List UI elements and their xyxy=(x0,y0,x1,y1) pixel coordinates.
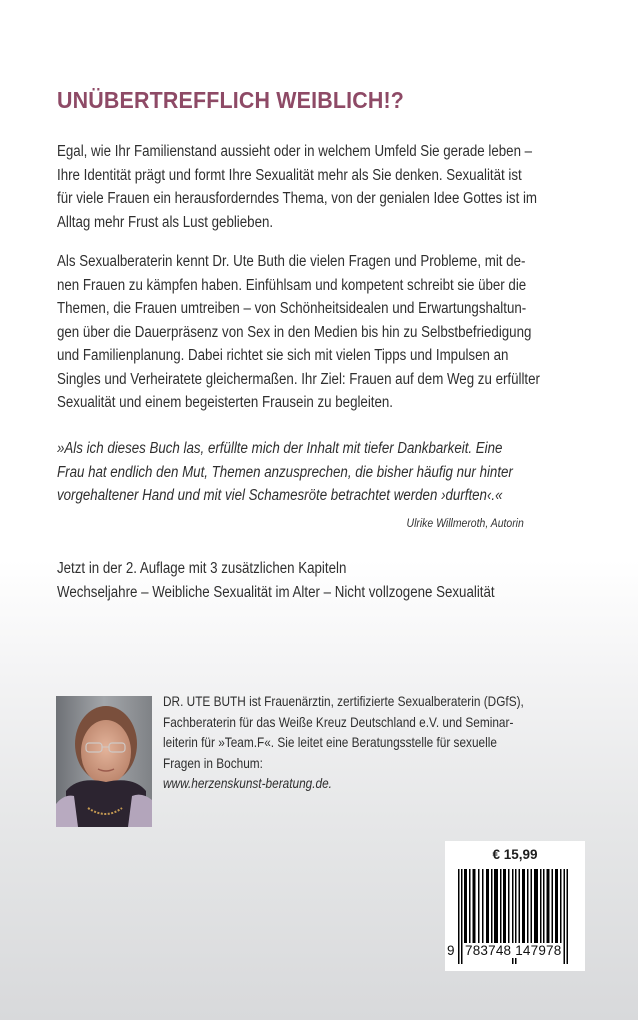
text-line: für viele Frauen ein herausforderndes Thema, von der genialen Idee Gottes ist im xyxy=(57,190,538,207)
bio-line: Fachberaterin für das Weiße Kreuz Deutschland e.V. und Seminar- xyxy=(163,714,514,730)
author-photo xyxy=(56,696,152,827)
text-line: nen Frauen zu kämpfen haben. Einfühlsam und kompetent schreibt sie über die xyxy=(57,276,527,294)
author-website-link[interactable]: www.herzenskunst-beratung.de. xyxy=(163,776,332,792)
isbn-first-digit: 9 xyxy=(447,943,455,958)
author-bio xyxy=(163,692,563,795)
text-line: Ihre Identität prägt und formt Ihre Sexualität mehr als Sie denken. Sexualität ist xyxy=(57,166,522,184)
isbn-digits: 783748 147978 xyxy=(465,943,562,958)
text-line: Alltag mehr Frust als Lust geblieben. xyxy=(57,213,274,231)
bio-line: DR. UTE BUTH ist Frauenärztin, zertifizierte Sexualberaterin (DGfS), xyxy=(163,694,524,709)
edition-note xyxy=(57,557,495,604)
text-line: gen über die Dauerpräsenz von Sex in den Medien bis hin zu Selbstbefriedigung xyxy=(57,323,532,341)
text-line: und Familienplanung. Dabei richtet sie sich mit vielen Tipps und Impulsen an xyxy=(57,347,509,364)
quote-line: »Als ich dieses Buch las, erfüllte mich der Inhalt mit tiefer Dankbarkeit. Eine xyxy=(57,440,503,457)
bio-line: Fragen in Bochum: xyxy=(163,755,263,771)
edition-line: Jetzt in der 2. Auflage mit 3 zusätzlichen Kapiteln xyxy=(57,560,347,577)
price-label: € 15,99 xyxy=(492,847,538,862)
intro-paragraph xyxy=(57,140,541,234)
quote-attribution: Ulrike Willmeroth, Autorin xyxy=(406,516,524,530)
new-chapters-line: Wechseljahre – Weibliche Sexualität im Alter – Nicht vollzogene Sexualität xyxy=(57,583,495,601)
quote-line: vorgehaltener Hand und mit viel Schamesröte betrachtet werden ›durften‹.« xyxy=(57,487,503,504)
text-line: Als Sexualberaterin kennt Dr. Ute Buth die vielen Fragen und Probleme, mit de- xyxy=(57,253,526,270)
quote-line: Frau hat endlich den Mut, Themen anzusprechen, die bisher häufig nur hinter xyxy=(57,463,513,481)
text-line: Singles und Verheiratete gleichermaßen. Ihr Ziel: Frauen auf dem Weg zu erfüllter xyxy=(57,370,540,388)
description-paragraph xyxy=(57,250,541,415)
text-line: Egal, wie Ihr Familienstand aussieht oder in welchem Umfeld Sie gerade leben – xyxy=(57,143,533,160)
text-line: Themen, die Frauen umtreiben – von Schönheitsidealen und Erwartungshaltun- xyxy=(57,300,527,317)
portrait-image xyxy=(56,696,152,827)
bio-line: leiterin für »Team.F«. Sie leitet eine Beratungsstelle für sexuelle xyxy=(163,735,497,751)
text-line: Sexualität und einem begeisterten Frausein zu begleiten. xyxy=(57,394,393,411)
testimonial-quote xyxy=(57,437,541,508)
cover-heading: UNÜBERTREFFLICH WEIBLICH!? xyxy=(57,87,405,113)
price-barcode-label xyxy=(445,841,585,971)
